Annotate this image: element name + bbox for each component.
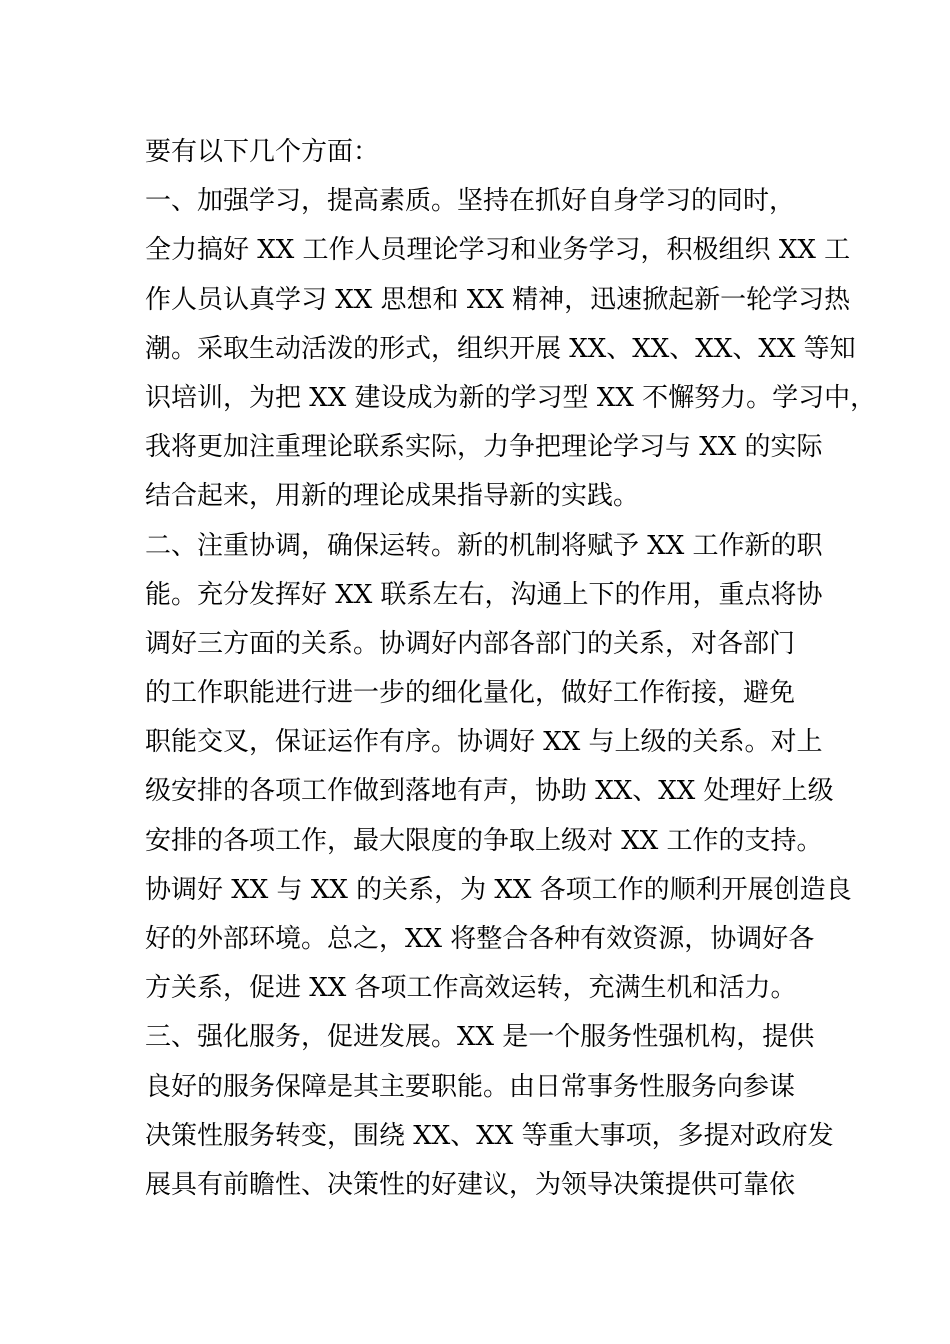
text-line: 决策性服务转变，围绕 XX、XX 等重大事项，多提对政府发 [145,1120,834,1151]
text-line: 能。充分发挥好 XX 联系左右，沟通上下的作用，重点将协 [145,579,823,610]
text-line: 要有以下几个方面： [145,137,380,167]
text-line: 方关系，促进 XX 各项工作高效运转，充满生机和活力。 [145,973,797,1004]
text-line: 好的外部环境。总之，XX 将整合各种有效资源，协调好各 [145,924,815,954]
text-line: 级安排的各项工作做到落地有声，协助 XX、XX 处理好上级 [145,776,834,807]
text-line: 的工作职能进行进一步的细化量化，做好工作衔接，避免 [145,678,796,709]
text-line: 识培训，为把 XX 建设成为新的学习型 XX 不懈努力。学习中， [145,382,877,413]
text-line: 职能交叉，保证运作有序。协调好 XX 与上级的关系。对上 [145,727,823,758]
text-line: 调好三方面的关系。协调好内部各部门的关系，对各部门 [145,628,796,659]
text-line: 全力搞好 XX 工作人员理论学习和业务学习，积极组织 XX 工 [145,235,851,266]
text-line: 三、强化服务，促进发展。XX 是一个服务性强机构，提供 [145,1022,815,1053]
body-text [145,128,877,1210]
text-line: 结合起来，用新的理论成果指导新的实践。 [145,481,640,512]
text-line: 一、加强学习，提高素质。坚持在抓好自身学习的同时， [145,186,796,217]
text-line: 作人员认真学习 XX 思想和 XX 精神，迅速掀起新一轮学习热 [145,284,851,315]
text-line: 协调好 XX 与 XX 的关系，为 XX 各项工作的顺利开展创造良 [145,874,852,905]
text-line: 我将更加注重理论联系实际，力争把理论学习与 XX 的实际 [145,432,823,463]
text-line: 安排的各项工作，最大限度的争取上级对 XX 工作的支持。 [145,825,823,856]
text-line: 良好的服务保障是其主要职能。由日常事务性服务向参谋 [145,1071,796,1102]
text-line: 潮。采取生动活泼的形式，组织开展 XX、XX、XX、XX 等知 [145,333,856,364]
text-line: 二、注重协调，确保运转。新的机制将赋予 XX 工作新的职 [145,530,823,561]
text-line: 展具有前瞻性、决策性的好建议，为领导决策提供可靠依 [145,1169,796,1200]
